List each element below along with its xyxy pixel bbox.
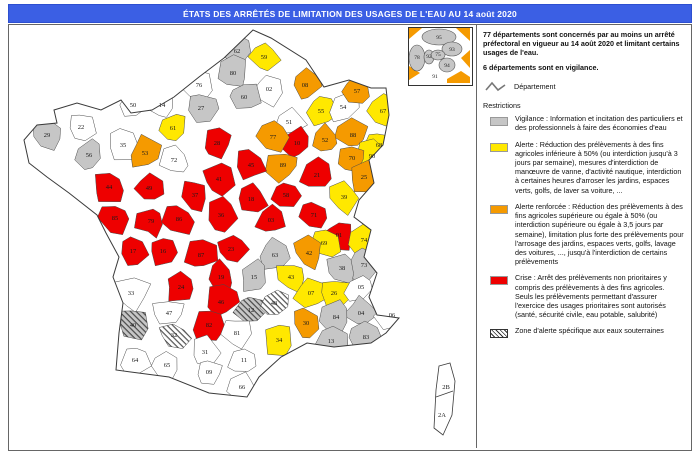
svg-text:33: 33 xyxy=(127,290,135,297)
svg-text:04: 04 xyxy=(357,310,365,317)
svg-text:16: 16 xyxy=(159,248,167,255)
svg-text:57: 57 xyxy=(353,88,361,95)
svg-text:2B: 2B xyxy=(442,384,450,391)
svg-text:94: 94 xyxy=(444,63,450,69)
svg-text:67: 67 xyxy=(379,108,387,115)
svg-text:46: 46 xyxy=(217,299,225,306)
legend-item-alerte-renforcee xyxy=(483,202,684,267)
svg-text:24: 24 xyxy=(177,284,185,291)
svg-text:44: 44 xyxy=(105,184,113,191)
svg-text:07: 07 xyxy=(307,290,315,297)
svg-text:41: 41 xyxy=(215,176,223,183)
svg-text:82: 82 xyxy=(205,322,213,329)
svg-text:90: 90 xyxy=(368,153,376,160)
svg-text:80: 80 xyxy=(229,70,237,77)
page-title: ÉTATS DES ARRÊTÉS DE LIMITATION DES USAGES DE L'EAU AU 14 août 2020 xyxy=(183,8,517,19)
svg-text:11: 11 xyxy=(240,357,248,364)
summary-text: 77 départements sont concernés par au moins un arrêté préfectoral en vigueur au 14 août 2020 et limitant certains usages de l'eau. xyxy=(483,30,680,58)
legend-item-crise xyxy=(483,273,684,319)
svg-text:32: 32 xyxy=(170,332,178,339)
svg-text:35: 35 xyxy=(119,142,127,149)
svg-text:83: 83 xyxy=(362,334,370,341)
svg-text:25: 25 xyxy=(360,174,368,181)
svg-text:26: 26 xyxy=(330,290,338,297)
svg-text:23: 23 xyxy=(227,246,235,253)
svg-text:65: 65 xyxy=(163,362,171,369)
svg-text:89: 89 xyxy=(279,162,287,169)
svg-text:93: 93 xyxy=(449,47,455,53)
svg-text:64: 64 xyxy=(131,357,139,364)
svg-text:28: 28 xyxy=(213,140,221,147)
map-title-bar xyxy=(8,4,692,23)
zone-souterraine-swatch xyxy=(490,329,508,338)
svg-text:84: 84 xyxy=(332,314,340,321)
paris-region-inset-map xyxy=(409,28,470,83)
alerte-renforcee-swatch xyxy=(490,205,508,214)
svg-text:05: 05 xyxy=(357,284,365,291)
svg-text:79: 79 xyxy=(147,218,155,225)
svg-text:2A: 2A xyxy=(438,412,446,419)
svg-text:08: 08 xyxy=(301,82,309,89)
departement-line-icon xyxy=(485,81,507,93)
svg-text:34: 34 xyxy=(275,337,283,344)
alerte-text: Alerte : Réduction des prélèvements à des fins agricoles inférieure à 50% (ou interdiction jusqu'à 3 jours par semaine), mesures d'interdiction de manœuvre de vanne, d'activité nautique, interdiction à certaines heures d'arroser les jardins, espaces verts, golfs, de laver sa voiture, ... xyxy=(515,139,682,195)
alerte-swatch xyxy=(490,143,508,152)
svg-text:55: 55 xyxy=(317,108,325,115)
svg-text:43: 43 xyxy=(287,274,295,281)
crise-swatch xyxy=(490,276,508,285)
restrictions-title: Restrictions xyxy=(483,100,521,110)
svg-text:01: 01 xyxy=(335,232,343,239)
legend-item-zone-souterraine xyxy=(483,326,684,338)
vigilance-count-text: 6 départements sont en vigilance. xyxy=(483,62,599,72)
content-frame xyxy=(8,24,692,451)
svg-text:91: 91 xyxy=(432,74,438,80)
svg-text:29: 29 xyxy=(43,132,51,139)
departement-legend-row xyxy=(485,81,684,93)
svg-text:77: 77 xyxy=(269,134,277,141)
svg-text:66: 66 xyxy=(238,384,246,391)
vigilance-text: Vigilance : Information et incitation des particuliers et des professionnels à faire des économies d'eau xyxy=(515,114,683,133)
svg-text:78: 78 xyxy=(414,55,420,61)
svg-text:61: 61 xyxy=(169,125,177,132)
svg-text:37: 37 xyxy=(191,192,199,199)
svg-text:88: 88 xyxy=(349,132,357,139)
vigilance-swatch xyxy=(490,117,508,126)
svg-text:75: 75 xyxy=(435,52,441,58)
svg-text:92: 92 xyxy=(426,54,432,60)
svg-text:02: 02 xyxy=(265,86,273,93)
svg-text:13: 13 xyxy=(327,338,335,345)
svg-text:76: 76 xyxy=(195,82,203,89)
svg-text:14: 14 xyxy=(158,102,166,109)
svg-text:30: 30 xyxy=(302,320,310,327)
legend-item-alerte xyxy=(483,140,684,195)
svg-text:73: 73 xyxy=(360,262,368,269)
svg-text:53: 53 xyxy=(141,150,149,157)
svg-text:49: 49 xyxy=(145,185,153,192)
svg-text:48: 48 xyxy=(270,300,278,307)
svg-text:18: 18 xyxy=(247,196,255,203)
svg-text:42: 42 xyxy=(305,250,313,257)
svg-text:85: 85 xyxy=(111,215,119,222)
svg-text:58: 58 xyxy=(282,192,290,199)
svg-text:56: 56 xyxy=(85,152,93,159)
svg-text:31: 31 xyxy=(201,349,209,356)
svg-text:10: 10 xyxy=(293,140,301,147)
svg-text:68: 68 xyxy=(375,142,383,149)
svg-text:70: 70 xyxy=(348,155,356,162)
svg-text:38: 38 xyxy=(338,265,346,272)
france-drought-map xyxy=(9,25,476,448)
svg-text:81: 81 xyxy=(233,330,241,337)
svg-text:15: 15 xyxy=(250,274,258,281)
svg-text:12: 12 xyxy=(247,307,255,314)
svg-text:51: 51 xyxy=(285,119,293,126)
svg-text:72: 72 xyxy=(170,157,178,164)
svg-text:87: 87 xyxy=(197,252,205,259)
svg-text:06: 06 xyxy=(388,312,396,319)
svg-text:95: 95 xyxy=(436,35,442,41)
svg-text:36: 36 xyxy=(217,212,225,219)
svg-text:60: 60 xyxy=(240,94,248,101)
svg-text:19: 19 xyxy=(217,274,225,281)
zone-souterraine-text: Zone d'alerte spécifique aux eaux souterraines xyxy=(515,326,664,336)
crise-text: Crise : Arrêt des prélèvements non prioritaires y compris des prélèvements à des fins agricoles. Seuls les prélèvements permettant d'assurer l'exercice des usages prioritaires sont autorisés (santé, sécurité civile, eau potable, salubrité) xyxy=(515,273,667,320)
departement-label: Département xyxy=(514,82,556,92)
svg-text:74: 74 xyxy=(360,237,368,244)
svg-text:17: 17 xyxy=(129,248,137,255)
svg-text:39: 39 xyxy=(340,194,348,201)
alerte-renforcee-text: Alerte renforcée : Réduction des prélèvements à des fins agricoles supérieure ou égale à 50% (ou interdiction supérieure ou égale à 3,5 jours par semaine), limitation plus forte des prélèvements pour l'arrosage des jardins, espaces verts, golfs, lavage des voitures, ..., jusqu'à l'interdiction de certains prélèvements xyxy=(515,201,684,267)
svg-text:21: 21 xyxy=(313,172,321,179)
svg-text:45: 45 xyxy=(247,162,255,169)
legend-item-vigilance xyxy=(483,114,684,132)
svg-text:63: 63 xyxy=(271,252,279,259)
svg-text:86: 86 xyxy=(175,216,183,223)
svg-text:40: 40 xyxy=(129,322,137,329)
paris-region-inset xyxy=(408,27,473,86)
legend-panel xyxy=(477,25,690,450)
svg-text:54: 54 xyxy=(339,104,347,111)
svg-text:59: 59 xyxy=(260,54,268,61)
france-map-area xyxy=(9,25,477,448)
svg-text:62: 62 xyxy=(233,48,241,55)
svg-text:27: 27 xyxy=(197,105,205,112)
svg-text:52: 52 xyxy=(321,137,329,144)
svg-text:09: 09 xyxy=(205,369,213,376)
svg-text:71: 71 xyxy=(310,212,318,219)
svg-text:50: 50 xyxy=(129,102,137,109)
svg-text:03: 03 xyxy=(267,217,275,224)
svg-text:22: 22 xyxy=(77,124,85,131)
svg-text:47: 47 xyxy=(165,310,173,317)
svg-text:69: 69 xyxy=(320,240,328,247)
